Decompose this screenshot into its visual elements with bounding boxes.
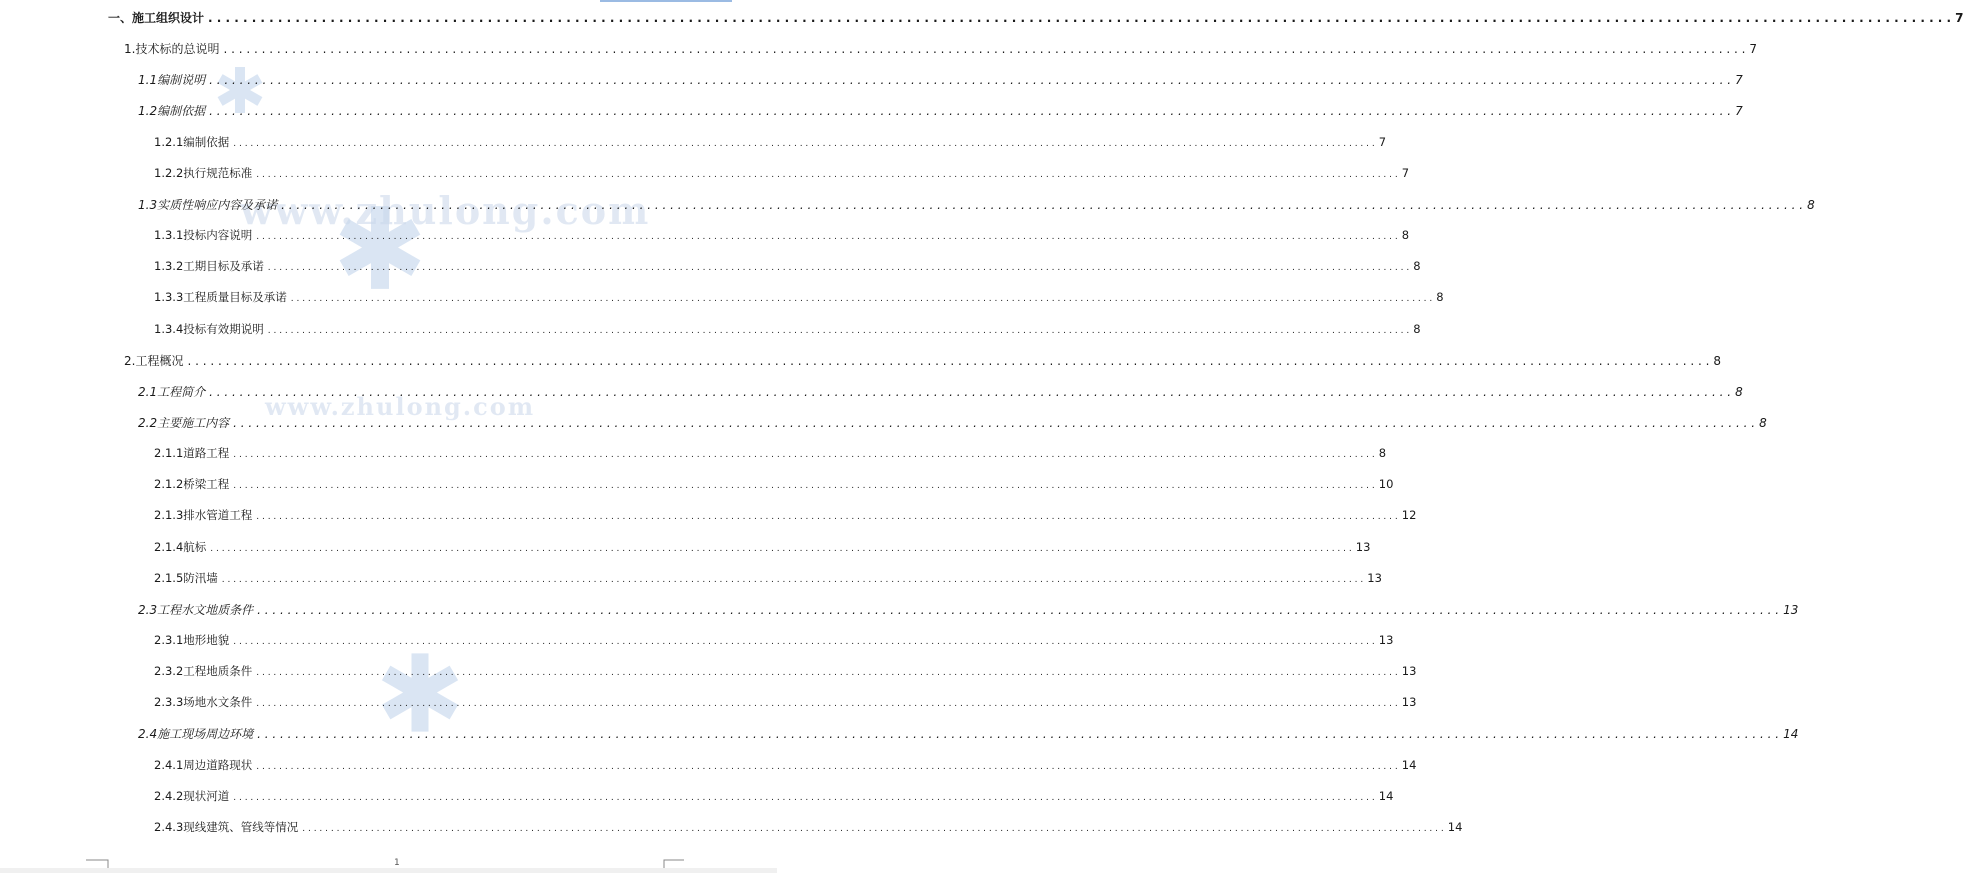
toc-entry-page: 13 — [1378, 633, 1394, 647]
toc-entry[interactable] — [154, 134, 1387, 154]
toc-entry[interactable] — [108, 9, 1963, 29]
toc-dot-leader: . . . . . . . . . . . . . . . . . . . . . . . . . . . . . . . . . . . . . . . . . . . . . . . . . . . . . . . . . . . . . . . . . . . . . . . . . . . . . . . . . . . . . . . . . . . . . . . . . . . . . . . . . . . . . . . . . . . . . . . . . . . . . . . . . . . . . . . . . . . . . . . . . . . . . . . . . . . . . . . . . . . . . . . . . . . . . . . . . . . . . . . . . . . . . . . . . . . . . . . . — [267, 263, 1410, 273]
toc-entry[interactable] — [154, 227, 1410, 247]
toc-entry-title: 2.3.3场地水文条件 — [154, 695, 253, 709]
toc-entry-page: 13 — [1367, 571, 1382, 585]
toc-entry-page: 7 — [1378, 135, 1387, 149]
toc-entry-page: 8 — [1735, 385, 1743, 399]
toc-entry[interactable] — [154, 819, 1463, 839]
toc-entry-page: 8 — [1436, 290, 1444, 304]
toc-entry-page: 8 — [1759, 416, 1767, 430]
toc-entry-title: 一、施工组织设计 — [108, 11, 205, 25]
toc-dot-leader: . . . . . . . . . . . . . . . . . . . . . . . . . . . . . . . . . . . . . . . . . . . . . . . . . . . . . . . . . . . . . . . . . . . . . . . . . . . . . . . . . . . . . . . . . . . . . . . . . . . . . . . . . . . . . . . . . . . . . . . . . . . . . . . . . . . . . . . . . . . . . . . . . . . . . . . . . . . . . . . . . . . . . . . . . . . . . . . . . . . . . . . . . . . . . . . . . . . . . . . . — [290, 294, 1433, 304]
toc-entry[interactable] — [138, 601, 1799, 621]
toc-entry-title: 2.1.3排水管道工程 — [154, 508, 253, 522]
toc-entry[interactable] — [138, 102, 1743, 122]
toc-entry-title: 2.4.2现状河道 — [154, 789, 230, 803]
toc-dot-leader: . . . . . . . . . . . . . . . . . . . . . . . . . . . . . . . . . . . . . . . . . . . . . . . . . . . . . . . . . . . . . . . . . . . . . . . . . . . . . . . . . . . . . . . . . . . . . . . . . . . . . . . . . . . . . . . . . . . . . . . . . . . . . . . . . . . . . . . . . . . . . . . . . . . . . . . . . . . . . . . . . . . . . . . . . . . . . . . . . . . . . . . . . . . . . . . . . . . . . . . . — [257, 603, 1780, 617]
toc-dot-leader: . . . . . . . . . . . . . . . . . . . . . . . . . . . . . . . . . . . . . . . . . . . . . . . . . . . . . . . . . . . . . . . . . . . . . . . . . . . . . . . . . . . . . . . . . . . . . . . . . . . . . . . . . . . . . . . . . . . . . . . . . . . . . . . . . . . . . . . . . . . . . . . . . . . . . . . . . . . . . . . . . . . . . . . . . . . . . . . . . . . . . . . . . . . . . . . . . . . . . . . . — [267, 326, 1410, 336]
toc-entry-title: 2.2主要施工内容 — [138, 416, 230, 430]
toc-entry-page: 8 — [1378, 446, 1387, 460]
toc-entry-page: 14 — [1401, 758, 1417, 772]
toc-entry-page: 13 — [1355, 540, 1371, 554]
toc-entry-page: 14 — [1378, 789, 1394, 803]
toc-dot-leader: . . . . . . . . . . . . . . . . . . . . . . . . . . . . . . . . . . . . . . . . . . . . . . . . . . . . . . . . . . . . . . . . . . . . . . . . . . . . . . . . . . . . . . . . . . . . . . . . . . . . . . . . . . . . . . . . . . . . . . . . . . . . . . . . . . . . . . . . . . . . . . . . . . . . . . . . . . . . . . . . . . . . . . . . . . . . . . . . . . . . . . . . . . . . . . . . . . . . . . . . — [233, 481, 1375, 491]
toc-entry[interactable] — [154, 632, 1394, 652]
toc-entry[interactable] — [154, 476, 1394, 496]
toc-dot-leader: . . . . . . . . . . . . . . . . . . . . . . . . . . . . . . . . . . . . . . . . . . . . . . . . . . . . . . . . . . . . . . . . . . . . . . . . . . . . . . . . . . . . . . . . . . . . . . . . . . . . . . . . . . . . . . . . . . . . . . . . . . . . . . . . . . . . . . . . . . . . . . . . . . . . . . . . . . . . . . . . . . . . . . . . . . . . . . . . . . . . . . . . . . . . . . . . . . . . . . . . — [223, 42, 1746, 56]
toc-entry[interactable] — [154, 165, 1410, 185]
toc-dot-leader: . . . . . . . . . . . . . . . . . . . . . . . . . . . . . . . . . . . . . . . . . . . . . . . . . . . . . . . . . . . . . . . . . . . . . . . . . . . . . . . . . . . . . . . . . . . . . . . . . . . . . . . . . . . . . . . . . . . . . . . . . . . . . . . . . . . . . . . . . . . . . . . . . . . . . . . . . . . . . . . . . . . . . . . . . . . . . . . . . . . . . . . . . . . . . . . . . . . . . . . . — [209, 73, 1732, 87]
toc-entry-title: 1.3.1投标内容说明 — [154, 228, 253, 242]
toc-entry-page: 12 — [1401, 508, 1417, 522]
top-selection-bar — [600, 0, 732, 2]
toc-entry-page: 7 — [1401, 166, 1410, 180]
toc-entry[interactable] — [154, 663, 1417, 683]
toc-entry[interactable] — [154, 539, 1371, 559]
toc-entry-title: 1.2.1编制依据 — [154, 135, 230, 149]
toc-entry-title: 1.3.4投标有效期说明 — [154, 322, 264, 336]
toc-entry-title: 2.工程概况 — [124, 354, 184, 368]
toc-entry-title: 1.3.2工期目标及承诺 — [154, 259, 264, 273]
toc-dot-leader: . . . . . . . . . . . . . . . . . . . . . . . . . . . . . . . . . . . . . . . . . . . . . . . . . . . . . . . . . . . . . . . . . . . . . . . . . . . . . . . . . . . . . . . . . . . . . . . . . . . . . . . . . . . . . . . . . . . . . . . . . . . . . . . . . . . . . . . . . . . . . . . . . . . . . . . . . . . . . . . . . . . . . . . . . . . . . . . . . . . . . . . . . . . . . . . . . . . . . . . . — [187, 354, 1710, 368]
toc-dot-leader: . . . . . . . . . . . . . . . . . . . . . . . . . . . . . . . . . . . . . . . . . . . . . . . . . . . . . . . . . . . . . . . . . . . . . . . . . . . . . . . . . . . . . . . . . . . . . . . . . . . . . . . . . . . . . . . . . . . . . . . . . . . . . . . . . . . . . . . . . . . . . . . . . . . . . . . . . . . . . . . . . . . . . . . . . . . . . . . . . . . . . . . . . . . . . . . . . . . . . . . . — [256, 762, 1398, 772]
toc-dot-leader: . . . . . . . . . . . . . . . . . . . . . . . . . . . . . . . . . . . . . . . . . . . . . . . . . . . . . . . . . . . . . . . . . . . . . . . . . . . . . . . . . . . . . . . . . . . . . . . . . . . . . . . . . . . . . . . . . . . . . . . . . . . . . . . . . . . . . . . . . . . . . . . . . . . . . . . . . . . . . . . . . . . . . . . . . . . . . . . . . . . . . . . . . . . . . . . . . . . . . . . . — [256, 512, 1398, 522]
toc-entry[interactable] — [138, 414, 1767, 434]
toc-entry-title: 2.4.3现线建筑、管线等情况 — [154, 820, 299, 834]
toc-entry[interactable] — [138, 71, 1743, 91]
toc-entry[interactable] — [154, 694, 1417, 714]
toc-entry-page: 13 — [1401, 695, 1417, 709]
toc-entry-title: 2.4施工现场周边环境 — [138, 727, 254, 741]
toc-dot-leader: . . . . . . . . . . . . . . . . . . . . . . . . . . . . . . . . . . . . . . . . . . . . . . . . . . . . . . . . . . . . . . . . . . . . . . . . . . . . . . . . . . . . . . . . . . . . . . . . . . . . . . . . . . . . . . . . . . . . . . . . . . . . . . . . . . . . . . . . . . . . . . . . . . . . . . . . . . . . . . . . . . . . . . . . . . . . . . . . . . . . . . . . . . . . . . . . . . . . . . . . — [209, 104, 1732, 118]
toc-entry-title: 2.3.2工程地质条件 — [154, 664, 253, 678]
page-number: 1 — [394, 858, 400, 868]
toc-dot-leader: . . . . . . . . . . . . . . . . . . . . . . . . . . . . . . . . . . . . . . . . . . . . . . . . . . . . . . . . . . . . . . . . . . . . . . . . . . . . . . . . . . . . . . . . . . . . . . . . . . . . . . . . . . . . . . . . . . . . . . . . . . . . . . . . . . . . . . . . . . . . . . . . . . . . . . . . . . . . . . . . . . . . . . . . . . . . . . . . . . . . . . . . . . . . . . . . . . . . . . . . — [302, 824, 1444, 834]
toc-entry[interactable] — [124, 40, 1758, 60]
toc-entry[interactable] — [154, 445, 1387, 465]
toc-dot-leader: . . . . . . . . . . . . . . . . . . . . . . . . . . . . . . . . . . . . . . . . . . . . . . . . . . . . . . . . . . . . . . . . . . . . . . . . . . . . . . . . . . . . . . . . . . . . . . . . . . . . . . . . . . . . . . . . . . . . . . . . . . . . . . . . . . . . . . . . . . . . . . . . . . . . . . . . . . . . . . . . . . . . . . . . . . . . . . . . . . . . . . . . . . . . . . . . . . . . . . . . — [208, 11, 1952, 25]
toc-entry-title: 1.3.3工程质量目标及承诺 — [154, 290, 287, 304]
toc-entry[interactable] — [138, 196, 1815, 216]
toc-entry-title: 1.技术标的总说明 — [124, 42, 220, 56]
toc-entry-title: 1.1编制说明 — [138, 73, 206, 87]
toc-entry[interactable] — [124, 352, 1722, 372]
toc-entry[interactable] — [154, 757, 1417, 777]
toc-entry[interactable] — [154, 258, 1421, 278]
toc-entry-title: 1.2.2执行规范标准 — [154, 166, 253, 180]
toc-dot-leader: . . . . . . . . . . . . . . . . . . . . . . . . . . . . . . . . . . . . . . . . . . . . . . . . . . . . . . . . . . . . . . . . . . . . . . . . . . . . . . . . . . . . . . . . . . . . . . . . . . . . . . . . . . . . . . . . . . . . . . . . . . . . . . . . . . . . . . . . . . . . . . . . . . . . . . . . . . . . . . . . . . . . . . . . . . . . . . . . . . . . . . . . . . . . . . . . . . . . . . . . — [256, 668, 1398, 678]
toc-entry-title: 1.2编制依据 — [138, 104, 206, 118]
toc-dot-leader: . . . . . . . . . . . . . . . . . . . . . . . . . . . . . . . . . . . . . . . . . . . . . . . . . . . . . . . . . . . . . . . . . . . . . . . . . . . . . . . . . . . . . . . . . . . . . . . . . . . . . . . . . . . . . . . . . . . . . . . . . . . . . . . . . . . . . . . . . . . . . . . . . . . . . . . . . . . . . . . . . . . . . . . . . . . . . . . . . . . . . . . . . . . . . . . . . . . . . . . . — [256, 699, 1398, 709]
toc-entry-title: 2.1.5防汛墙 — [154, 571, 218, 585]
toc-entry-page: 7 — [1735, 104, 1743, 118]
toc-entry-page: 8 — [1413, 259, 1421, 273]
toc-entry[interactable] — [154, 507, 1417, 527]
page-bottom-edge — [0, 868, 777, 873]
toc-entry[interactable] — [154, 289, 1444, 309]
toc-entry-title: 1.3实质性响应内容及承诺 — [138, 198, 278, 212]
toc-dot-leader: . . . . . . . . . . . . . . . . . . . . . . . . . . . . . . . . . . . . . . . . . . . . . . . . . . . . . . . . . . . . . . . . . . . . . . . . . . . . . . . . . . . . . . . . . . . . . . . . . . . . . . . . . . . . . . . . . . . . . . . . . . . . . . . . . . . . . . . . . . . . . . . . . . . . . . . . . . . . . . . . . . . . . . . . . . . . . . . . . . . . . . . . . . . . . . . . . . . . . . . . — [210, 544, 1352, 554]
toc-entry-page: 14 — [1783, 727, 1799, 741]
toc-entry[interactable] — [138, 725, 1799, 745]
toc-dot-leader: . . . . . . . . . . . . . . . . . . . . . . . . . . . . . . . . . . . . . . . . . . . . . . . . . . . . . . . . . . . . . . . . . . . . . . . . . . . . . . . . . . . . . . . . . . . . . . . . . . . . . . . . . . . . . . . . . . . . . . . . . . . . . . . . . . . . . . . . . . . . . . . . . . . . . . . . . . . . . . . . . . . . . . . . . . . . . . . . . . . . . . . . . . . . . . . . . . . . . . . . — [256, 170, 1398, 180]
toc-entry-title: 2.3.1地形地貌 — [154, 633, 230, 647]
toc-dot-leader: . . . . . . . . . . . . . . . . . . . . . . . . . . . . . . . . . . . . . . . . . . . . . . . . . . . . . . . . . . . . . . . . . . . . . . . . . . . . . . . . . . . . . . . . . . . . . . . . . . . . . . . . . . . . . . . . . . . . . . . . . . . . . . . . . . . . . . . . . . . . . . . . . . . . . . . . . . . . . . . . . . . . . . . . . . . . . . . . . . . . . . . . . . . . . . . . . . . . . . . . — [233, 416, 1756, 430]
toc-entry[interactable] — [154, 788, 1394, 808]
toc-entry-page: 10 — [1378, 477, 1394, 491]
toc-dot-leader: . . . . . . . . . . . . . . . . . . . . . . . . . . . . . . . . . . . . . . . . . . . . . . . . . . . . . . . . . . . . . . . . . . . . . . . . . . . . . . . . . . . . . . . . . . . . . . . . . . . . . . . . . . . . . . . . . . . . . . . . . . . . . . . . . . . . . . . . . . . . . . . . . . . . . . . . . . . . . . . . . . . . . . . . . . . . . . . . . . . . . . . . . . . . . . . . . . . . . . . . — [256, 232, 1398, 242]
toc-entry-title: 2.3工程水文地质条件 — [138, 603, 254, 617]
toc-entry-page: 8 — [1807, 198, 1815, 212]
toc-dot-leader: . . . . . . . . . . . . . . . . . . . . . . . . . . . . . . . . . . . . . . . . . . . . . . . . . . . . . . . . . . . . . . . . . . . . . . . . . . . . . . . . . . . . . . . . . . . . . . . . . . . . . . . . . . . . . . . . . . . . . . . . . . . . . . . . . . . . . . . . . . . . . . . . . . . . . . . . . . . . . . . . . . . . . . . . . . . . . . . . . . . . . . . . . . . . . . . . . . . . . . . . — [233, 637, 1375, 647]
toc-entry-page: 7 — [1735, 73, 1743, 87]
toc-entry-page: 13 — [1783, 603, 1799, 617]
toc-dot-leader: . . . . . . . . . . . . . . . . . . . . . . . . . . . . . . . . . . . . . . . . . . . . . . . . . . . . . . . . . . . . . . . . . . . . . . . . . . . . . . . . . . . . . . . . . . . . . . . . . . . . . . . . . . . . . . . . . . . . . . . . . . . . . . . . . . . . . . . . . . . . . . . . . . . . . . . . . . . . . . . . . . . . . . . . . . . . . . . . . . . . . . . . . . . . . . . . . . . . . . . . — [233, 139, 1375, 149]
toc-dot-leader: . . . . . . . . . . . . . . . . . . . . . . . . . . . . . . . . . . . . . . . . . . . . . . . . . . . . . . . . . . . . . . . . . . . . . . . . . . . . . . . . . . . . . . . . . . . . . . . . . . . . . . . . . . . . . . . . . . . . . . . . . . . . . . . . . . . . . . . . . . . . . . . . . . . . . . . . . . . . . . . . . . . . . . . . . . . . . . . . . . . . . . . . . . . . . . . . . . . . . . . . — [209, 385, 1732, 399]
watermark-text: www.zhulong.com — [265, 392, 536, 421]
toc-entry-page: 7 — [1749, 42, 1758, 56]
toc-entry-page: 8 — [1413, 322, 1421, 336]
toc-entry-page: 14 — [1447, 820, 1463, 834]
toc-entry-title: 2.1.1道路工程 — [154, 446, 230, 460]
toc-entry[interactable] — [154, 570, 1382, 590]
toc-dot-leader: . . . . . . . . . . . . . . . . . . . . . . . . . . . . . . . . . . . . . . . . . . . . . . . . . . . . . . . . . . . . . . . . . . . . . . . . . . . . . . . . . . . . . . . . . . . . . . . . . . . . . . . . . . . . . . . . . . . . . . . . . . . . . . . . . . . . . . . . . . . . . . . . . . . . . . . . . . . . . . . . . . . . . . . . . . . . . . . . . . . . . . . . . . . . . . . . . . . . . . . . — [281, 198, 1804, 212]
toc-entry-title: 2.1工程简介 — [138, 385, 206, 399]
toc-entry[interactable] — [138, 383, 1743, 403]
toc-dot-leader: . . . . . . . . . . . . . . . . . . . . . . . . . . . . . . . . . . . . . . . . . . . . . . . . . . . . . . . . . . . . . . . . . . . . . . . . . . . . . . . . . . . . . . . . . . . . . . . . . . . . . . . . . . . . . . . . . . . . . . . . . . . . . . . . . . . . . . . . . . . . . . . . . . . . . . . . . . . . . . . . . . . . . . . . . . . . . . . . . . . . . . . . . . . . . . . . . . . . . . . . — [221, 575, 1364, 585]
toc-dot-leader: . . . . . . . . . . . . . . . . . . . . . . . . . . . . . . . . . . . . . . . . . . . . . . . . . . . . . . . . . . . . . . . . . . . . . . . . . . . . . . . . . . . . . . . . . . . . . . . . . . . . . . . . . . . . . . . . . . . . . . . . . . . . . . . . . . . . . . . . . . . . . . . . . . . . . . . . . . . . . . . . . . . . . . . . . . . . . . . . . . . . . . . . . . . . . . . . . . . . . . . . — [233, 450, 1375, 460]
toc-entry-page: 8 — [1713, 354, 1722, 368]
toc-entry-page: 13 — [1401, 664, 1417, 678]
toc-entry[interactable] — [154, 321, 1421, 341]
toc-entry-page: 8 — [1401, 228, 1410, 242]
toc-dot-leader: . . . . . . . . . . . . . . . . . . . . . . . . . . . . . . . . . . . . . . . . . . . . . . . . . . . . . . . . . . . . . . . . . . . . . . . . . . . . . . . . . . . . . . . . . . . . . . . . . . . . . . . . . . . . . . . . . . . . . . . . . . . . . . . . . . . . . . . . . . . . . . . . . . . . . . . . . . . . . . . . . . . . . . . . . . . . . . . . . . . . . . . . . . . . . . . . . . . . . . . . — [233, 793, 1375, 803]
toc-entry-title: 2.4.1周边道路现状 — [154, 758, 253, 772]
watermark-text: www.zhulong.com — [240, 188, 651, 233]
toc-entry-title: 2.1.2桥梁工程 — [154, 477, 230, 491]
toc-entry-page: 7 — [1955, 11, 1963, 25]
toc-dot-leader: . . . . . . . . . . . . . . . . . . . . . . . . . . . . . . . . . . . . . . . . . . . . . . . . . . . . . . . . . . . . . . . . . . . . . . . . . . . . . . . . . . . . . . . . . . . . . . . . . . . . . . . . . . . . . . . . . . . . . . . . . . . . . . . . . . . . . . . . . . . . . . . . . . . . . . . . . . . . . . . . . . . . . . . . . . . . . . . . . . . . . . . . . . . . . . . . . . . . . . . . — [257, 727, 1780, 741]
toc-entry-title: 2.1.4航标 — [154, 540, 207, 554]
